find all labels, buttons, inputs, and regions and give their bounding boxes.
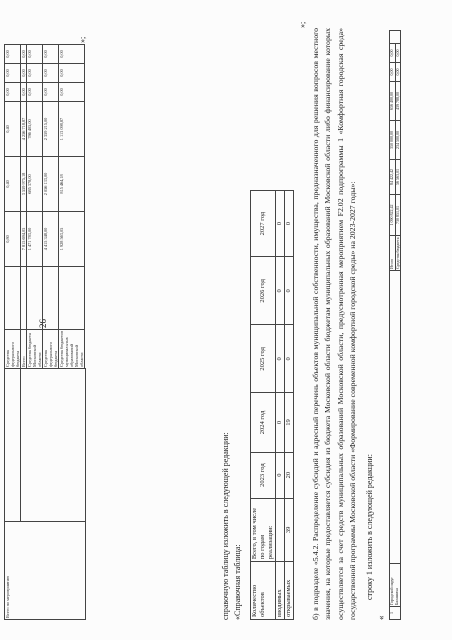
value-cell: 0,00 <box>21 45 27 64</box>
value-cell: 685 378,00 <box>27 157 43 212</box>
value-cell: 4 415 348,00 <box>43 212 59 267</box>
column-header: Количество объектов <box>251 562 276 620</box>
source-cell: Итого <box>390 236 396 271</box>
table-row: вводимых 0 0 0 0 0 <box>276 191 285 620</box>
source-cell: Средства федерального бюджета <box>43 330 59 369</box>
table-row: открываемых 39 20 19 0 0 0 <box>285 191 294 620</box>
table-header-row <box>251 191 276 620</box>
value-cell: 0,00 <box>43 45 59 64</box>
value-cell: 1 471 783,00 <box>27 212 43 267</box>
value-cell: 0,00 <box>5 83 21 102</box>
value-cell: 0,00 <box>27 45 43 64</box>
value-cell: 0,00 <box>27 83 43 102</box>
closing-mark: »; <box>298 21 307 28</box>
value-cell: 0,00 <box>59 64 85 83</box>
row-label: Всего по мероприятию <box>5 522 86 620</box>
value-cell: 0,00 <box>5 64 21 83</box>
funding-table <box>4 32 86 620</box>
value-cell: 0,00 <box>43 83 59 102</box>
column-header: 2027 год <box>251 191 276 257</box>
value-cell: 0,00 <box>59 45 85 64</box>
source-cell: Средства федерального бюджета <box>5 330 21 369</box>
value-cell: 0,40 <box>5 102 21 157</box>
value-cell: 7 815 694,05 <box>21 212 27 267</box>
source-cell: Средства бюджета Московской области <box>27 330 43 369</box>
value-cell: 2 359 215,00 <box>43 102 59 157</box>
paragraph-b: б) в подразделе «5.4.2. Распределение субсидий и адресный перечень объектов муниципальной собственности, имущества, предназначенного для решения вопросов местного значения, на которые предоставляется субсидия из бюджета Московской области бюджетам муниципальных образований Московской области либо финансирование которых осуществляется за счет средств муниципальных образований Московской области, предусмотренная мероприятием F2.02 подпрограммы 1 «Комфортная городская среда» государственной программы Московской области «Формирование современной комфортной городской среды» на 2023-2027 годы»: <box>311 28 358 620</box>
municipality-name: Городской округ Балашиха <box>390 564 401 607</box>
closing-mark: »; <box>77 36 87 43</box>
source-cell: Всего <box>21 330 27 369</box>
intro-line: справочную таблицу изложить в следующей редакции: <box>221 432 230 620</box>
row-name: открываемых <box>285 562 294 620</box>
value-cell: 786 405,00 <box>27 102 43 157</box>
value-cell: 0,00 <box>27 64 43 83</box>
value-cell: 4 256 718,87 <box>21 102 27 157</box>
column-header: 2023 год <box>251 452 276 498</box>
column-header: 2025 год <box>251 325 276 393</box>
value-cell: 0,00 <box>21 83 27 102</box>
value-cell: 3 559 975,18 <box>21 157 27 212</box>
value-cell: 0,40 <box>5 157 21 212</box>
value-cell: 0,00 <box>59 83 85 102</box>
value-cell: 815 464,18 <box>59 157 85 212</box>
row1-line: строку 1 изложить в следующей редакции: <box>365 454 374 600</box>
table-row: Средства бюджета 730 851,01 56 563,01 234 500,00 439 788,00 0,00 0,00 <box>395 31 401 620</box>
reference-table <box>250 190 294 620</box>
source-cell: Средства бюджета <box>395 236 401 271</box>
subsidy-table <box>389 30 401 620</box>
value-cell: 1 928 563,05 <box>59 212 85 267</box>
table-row: 1 Городской округ Балашиха Итого 1 090 822,42 84 422,42 350 000,00 656 400,00 0,00 0,00 <box>390 31 396 620</box>
value-cell: 0,00 <box>21 64 27 83</box>
row-name: вводимых <box>276 562 285 620</box>
source-cell: Средства бюджетов муниципальных образований Московской области <box>59 331 84 367</box>
column-header: Всего, в том числе по годам реализации: <box>251 498 276 562</box>
page-number: 26 <box>38 319 48 328</box>
column-header: 2026 год <box>251 257 276 325</box>
ref-caption: «Справочная таблица: <box>233 544 242 620</box>
value-cell: 0,00 <box>43 64 59 83</box>
row-number: 1 <box>390 607 401 620</box>
column-header: 2024 год <box>251 393 276 452</box>
value-cell: 0,80 <box>5 212 21 267</box>
open-quote: « <box>376 615 386 620</box>
table-row <box>5 32 21 620</box>
value-cell: 1 113 098,87 <box>59 102 85 157</box>
value-cell: 2 056 133,00 <box>43 157 59 212</box>
value-cell: 0,00 <box>5 45 21 64</box>
